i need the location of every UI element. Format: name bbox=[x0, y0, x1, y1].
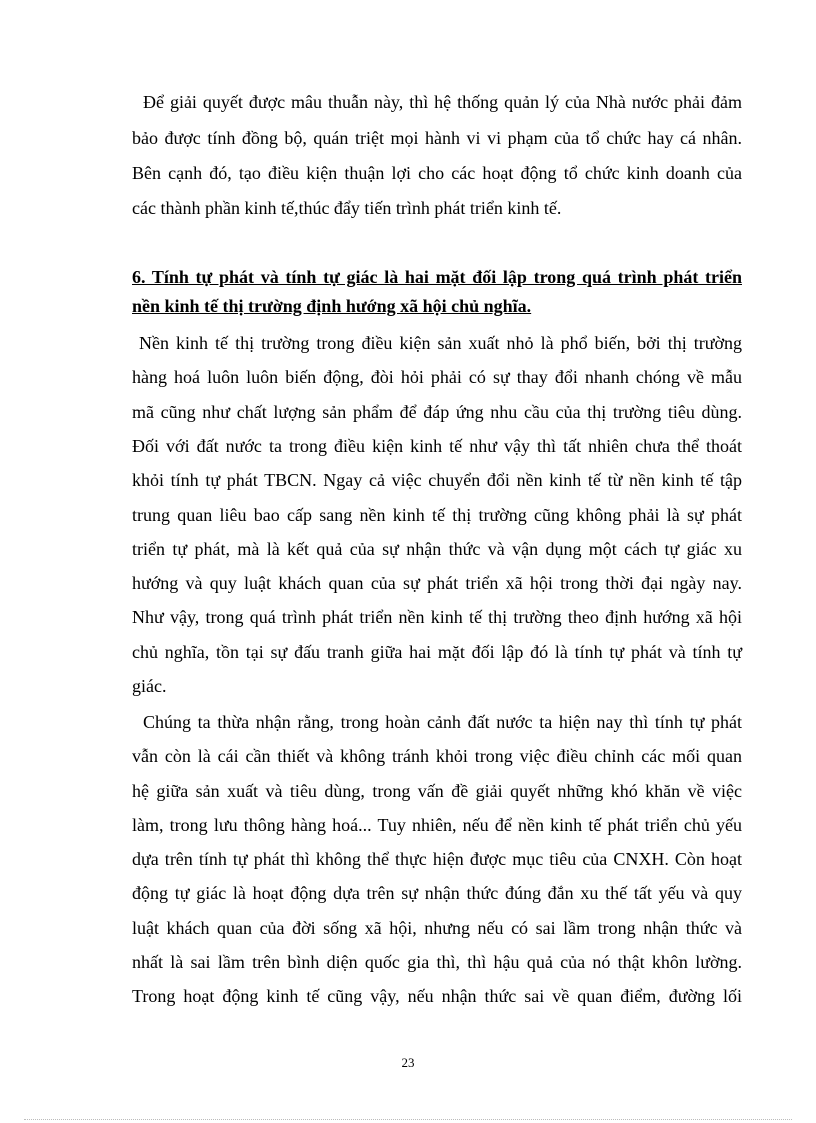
text-line: làm, trong lưu thông hàng hoá... Tuy nhiên, nếu để nền kinh tế phát triển chủ yếu bbox=[132, 815, 742, 835]
text-line: khỏi tính tự phát TBCN. Ngay cả việc chuyển đổi nền kinh tế từ nền kinh tế tập bbox=[132, 470, 742, 490]
text-line: Như vậy, trong quá trình phát triển nền kinh tế thị trường theo định hướng xã hội bbox=[132, 607, 742, 627]
text-line: luật khách quan của đời sống xã hội, nhưng nếu có sai lầm trong nhận thức và bbox=[132, 918, 742, 938]
text-line: hướng và quy luật khách quan của sự phát triển xã hội trong thời đại ngày nay. bbox=[132, 573, 742, 593]
text-line: trung quan liêu bao cấp sang nền kinh tế thị trường cũng không phải là sự phát bbox=[132, 505, 742, 525]
text-line: hàng hoá luôn luôn biến động, đòi hỏi phải có sự thay đổi nhanh chóng về mẫu bbox=[132, 367, 742, 387]
page-number: 23 bbox=[401, 1055, 415, 1070]
text-line: nhất là sai lầm trên bình diện quốc gia thì, thì hậu quả của nó thật khôn lường. bbox=[132, 952, 742, 972]
text-line: Trong hoạt động kinh tế cũng vậy, nếu nhận thức sai về quan điểm, đường lối bbox=[132, 986, 742, 1006]
text-line: Để giải quyết được mâu thuẫn này, thì hệ thống quản lý của Nhà nước phải đảm bbox=[143, 92, 742, 112]
text-line: Chúng ta thừa nhận rằng, trong hoàn cảnh đất nước ta hiện nay thì tính tự phát bbox=[143, 712, 742, 732]
text-line: chủ nghĩa, tồn tại sự đấu tranh giữa hai mặt đối lập đó là tính tự phát và tính tự bbox=[132, 642, 742, 662]
text-line: giác. bbox=[132, 676, 167, 696]
text-line: Bên cạnh đó, tạo điều kiện thuận lợi cho các hoạt động tổ chức kinh doanh của bbox=[132, 163, 742, 183]
text-line: dựa trên tính tự phát thì không thể thực hiện được mục tiêu của CNXH. Còn hoạt bbox=[132, 849, 742, 869]
text-line: triển tự phát, mà là kết quả của sự nhận thức và vận dụng một cách tự giác xu bbox=[132, 539, 742, 559]
text-line: hệ giữa sản xuất và tiêu dùng, trong vấn đề giải quyết những khó khăn về việc bbox=[132, 781, 742, 801]
text-line: vẫn còn là cái cần thiết và không tránh khỏi trong việc điều chỉnh các mối quan bbox=[132, 746, 742, 766]
heading-line: 6. Tính tự phát và tính tự giác là hai mặt đối lập trong quá trình phát triển bbox=[132, 267, 742, 287]
text-line: các thành phần kinh tế,thúc đẩy tiến trình phát triển kinh tế. bbox=[132, 198, 562, 218]
heading-line: nền kinh tế thị trường định hướng xã hội chủ nghĩa. bbox=[132, 296, 532, 316]
text-line: Đối với đất nước ta trong điều kiện kinh tế như vậy thì tất nhiên chưa thể thoát bbox=[132, 436, 742, 456]
text-line: bảo được tính đồng bộ, quán triệt mọi hành vi vi phạm của tổ chức hay cá nhân. bbox=[132, 128, 742, 148]
text-line: động tự giác là hoạt động dựa trên sự nhận thức đúng đắn xu thế tất yếu và quy bbox=[132, 883, 742, 903]
text-line: mã cũng như chất lượng sản phẩm để đáp ứng nhu cầu của thị trường tiêu dùng. bbox=[132, 402, 742, 422]
page-bottom-divider bbox=[24, 1119, 792, 1120]
text-line: Nền kinh tế thị trường trong điều kiện sản xuất nhỏ là phổ biến, bởi thị trường bbox=[139, 333, 742, 353]
